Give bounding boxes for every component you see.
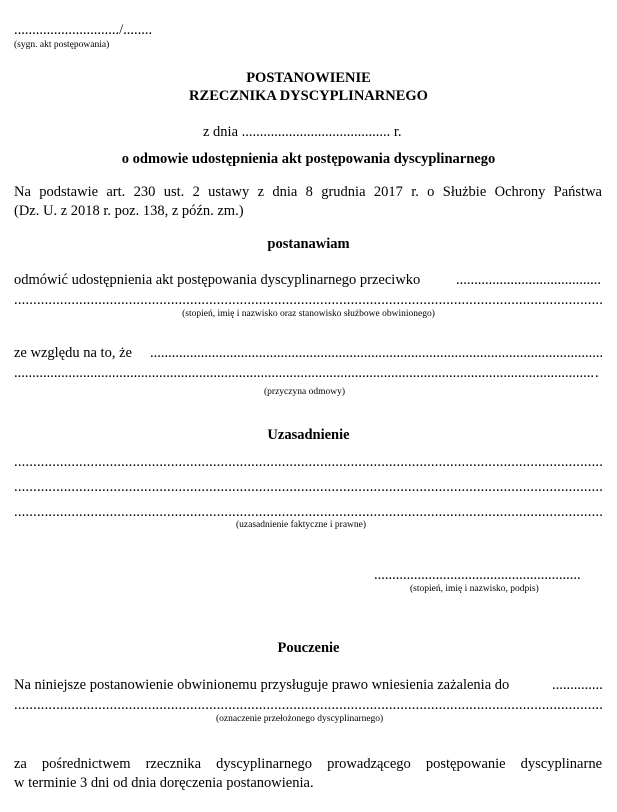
legal-basis-line-1: Na podstawie art. 230 ust. 2 ustawy z dnia 8 grudnia 2017 r. o Służbie Ochrony Państwa [14,184,602,200]
justification-line-1 [14,454,602,472]
reason-blank-end [150,345,602,363]
signature-caption: (stopień, imię i nazwisko, podpis) [410,584,539,594]
closing-line-2: w terminie 3 dni od dnia doręczenia postanowienia. [14,775,314,791]
case-number-caption: (sygn. akt postępowania) [14,40,110,50]
accused-blank-end [456,272,602,290]
refusal-text: odmówić udostępnienia akt postępowania dyscyplinarnego przeciwko [14,272,421,288]
reason-blank-line [14,365,594,383]
appeal-blank-end [552,677,602,695]
instruction-heading: Pouczenie [277,640,340,656]
issue-date-line [203,124,402,141]
document-title-issuer: RZECZNIKA DYSCYPLINARNEGO [189,88,428,104]
accused-caption: (stopień, imię i nazwisko oraz stanowisko służbowe obwinionego) [182,309,435,319]
case-number-line: ............................./........ [14,22,153,38]
superior-blank-line [14,697,602,715]
signature-blank: ......................................................... [374,567,581,583]
reason-caption: (przyczyna odmowy) [264,387,345,397]
document-subject: o odmowie udostępnienia akt postępowania dyscyplinarnego [121,151,496,167]
date-prefix: z dnia [203,124,239,140]
superior-caption: (oznaczenie przełożonego dyscyplinarnego) [216,714,384,724]
document-title: POSTANOWIENIE [246,70,371,86]
appeal-text: Na niniejsze postanowienie obwinionemu przysługuje prawo wniesienia zażalenia do [14,677,510,693]
closing-line-1: za pośrednictwem rzecznika dyscyplinarnego prowadzącego postępowanie dyscyplinarne [14,756,602,772]
legal-basis-line-2: (Dz. U. z 2018 r. poz. 138, z późn. zm.) [14,203,244,219]
justification-heading: Uzasadnienie [267,427,350,443]
date-suffix: r. [393,124,402,140]
accused-blank-line [14,292,602,310]
reason-prefix: ze względu na to, że [14,345,132,361]
date-blank: ......................................... [241,124,391,140]
justification-line-2 [14,479,602,497]
reason-period: . [595,365,599,381]
decision-heading: postanawiam [267,236,350,252]
justification-caption: (uzasadnienie faktyczne i prawne) [236,520,367,530]
